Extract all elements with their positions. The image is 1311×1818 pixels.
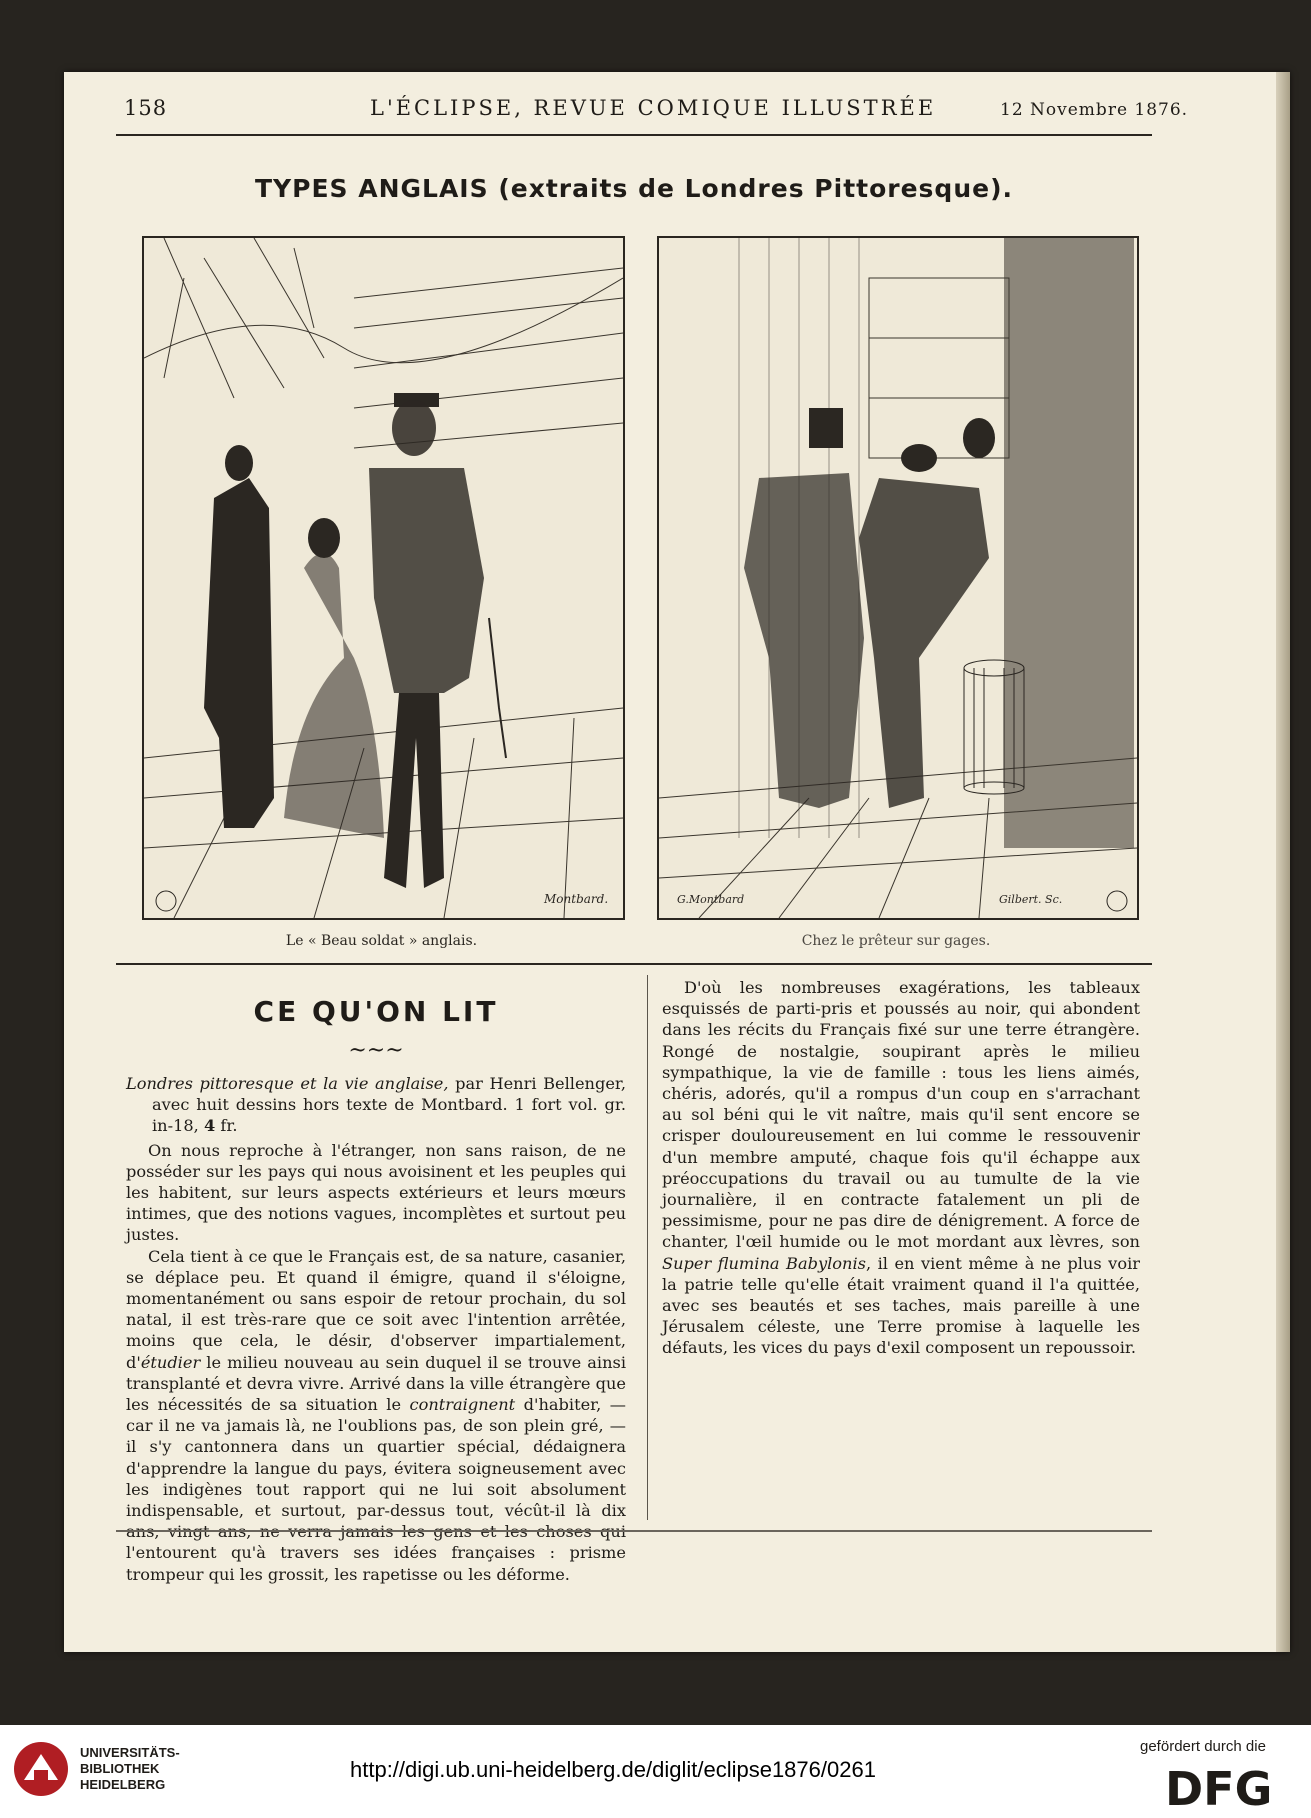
article-column-right [662,977,1140,1359]
journal-title: L'ÉCLIPSE, REVUE COMIQUE ILLUSTRÉE [370,96,937,120]
paragraph-2-end: d'habiter, — car il ne va jamais là, ne l'oublions pas, de son plein gré, — il s'y cantonnera dans un quartier spécial, dédaignera d'apprendre la langue du pays, évitera soigneusement avec les indigènes tout rapport qui ne lui soit absolument indispensable, et surtout, par-dessus tout, vécût-il là dix l'entourent qu'à travers ses idées françaises : prisme trompeur qui les grossit, les rapetisse ou les déforme. [126,1395,626,1584]
signature-montbard: Montbard. [544,892,609,906]
issue-date: 12 Novembre 1876. [1000,100,1189,120]
dfg-logo-text: DFG [1165,1765,1273,1810]
engraver-signature: Gilbert. Sc. [999,893,1063,906]
header-rule [116,134,1152,136]
permalink-url[interactable]: http://digi.ub.uni-heidelberg.de/diglit/eclipse1876/0261 [350,1757,876,1782]
page-edge [1276,72,1290,1652]
article-title: CE QU'ON LIT [253,995,499,1028]
column-divider [647,975,648,1520]
caption-beau-soldat: Le « Beau soldat » anglais. [285,933,478,949]
illustration-beau-soldat [142,236,625,920]
paragraph-1: On nous reproche à l'étranger, non sans raison, de ne posséder sur les pays qui nous avoisinent et les peuples qui les habitent, sur leurs aspects extérieurs et leurs mœurs intimes, que des notions vagues, incomplètes et surtout peu justes. [126,1140,626,1245]
paragraph-3: D'où les nombreuses exagérations, les tableaux esquissés de parti-pris et poussés au noir, qui abondent dans les récits du Français fixé sur une terre étrangère. Rongé de nostalgie, soupirant après le milieu sympathique, la vie de famille : tous les liens aimés, chéris, adorés, qu'il a rompus d'un coup en s'arrachant au sol béni qui le vit naître, mais qu'il sent encore se crisper douloureusement en lui comme le ressouvenir d'un membre amputé, chaque fois qu'il échappe aux préoccupations du travail ou au tumulte de la vie journalière, il en contracte fatalement un pli de pessimisme, pour ne pas dire de dénigrement. A force de chanter, l'œil humide ou le mot mordant aux lèvres, son Super flumina Babylonis, il en vient même à ne plus voir la patrie telle qu'elle était vraiment quand il l'a quittée, avec ses beautés et ses taches, mais pareille à une Jérusalem céleste, une Terre promise à laquelle les défauts, les vices du pays d'exil composent un repoussoir. [662,978,1140,1358]
monogram-stamp [156,891,176,911]
article-column-left [126,1073,626,1585]
section-rule [116,963,1152,965]
section-title: TYPES ANGLAIS (extraits de Londres Pittoresque). [254,174,1014,203]
funding-note: gefördert durch die [1140,1738,1266,1755]
paragraph-2: Cela tient à ce que le Français est, de sa nature, casanier, se déplace peu. Et quand il émigre, quand il s'éloigne, momentanément ou sans espoir de retour prochain, du sol natal, il est très-rare que ce soit avec l'intention arrêtée, moins que cela, le désir, d'observer impartialement, d'étudier le milieu nouveau au sein duquel il se trouve ainsi transplanté et devra vivre. Arrivé dans la ville étrangère que les nécessités de sa situation le contraignent d'habiter, — car il ne va jamais là, ne l'oublions pas, de son plein gré, — il s'y cantonnera dans un quartier spécial, dédaignera d'apprendre la langue du pays, évitera soigneusement avec les indigènes tout rapport qui ne lui soit absolument indispensable, et surtout, par-dessus tout, vécût-il là dix l'entourent qu'à travers ses idées françaises : prisme trompeur qui les grossit, les rapetisse ou les déforme. [126,1246,626,1584]
book-title: Londres pittoresque et la vie anglaise, [126,1074,449,1093]
monogram-stamp [1107,891,1127,911]
book-price: 4 [203,1116,216,1136]
price-unit: fr. [215,1116,238,1136]
illustration-preteur-sur-gages [657,236,1139,920]
engraving-pawnshop [659,238,1137,918]
university-logo-icon [12,1740,70,1798]
page-number: 158 [124,96,168,120]
dfg-logo-icon [1165,1765,1295,1810]
signature-g-montbard: G.Montbard [677,893,745,906]
caption-preteur: Chez le prêteur sur gages. [801,933,991,949]
engraving-soldier [144,238,623,918]
title-ornament: ~~~ [348,1038,404,1063]
book-details: par Henri Bellenger, avec huit dessins hors texte de Montbard. 1 fort vol. gr. in-18, [152,1074,626,1136]
university-name: UNIVERSITÄTS- BIBLIOTHEK HEIDELBERG [80,1745,180,1792]
bottom-rule [116,1530,1152,1532]
bibliographic-note [126,1073,626,1137]
